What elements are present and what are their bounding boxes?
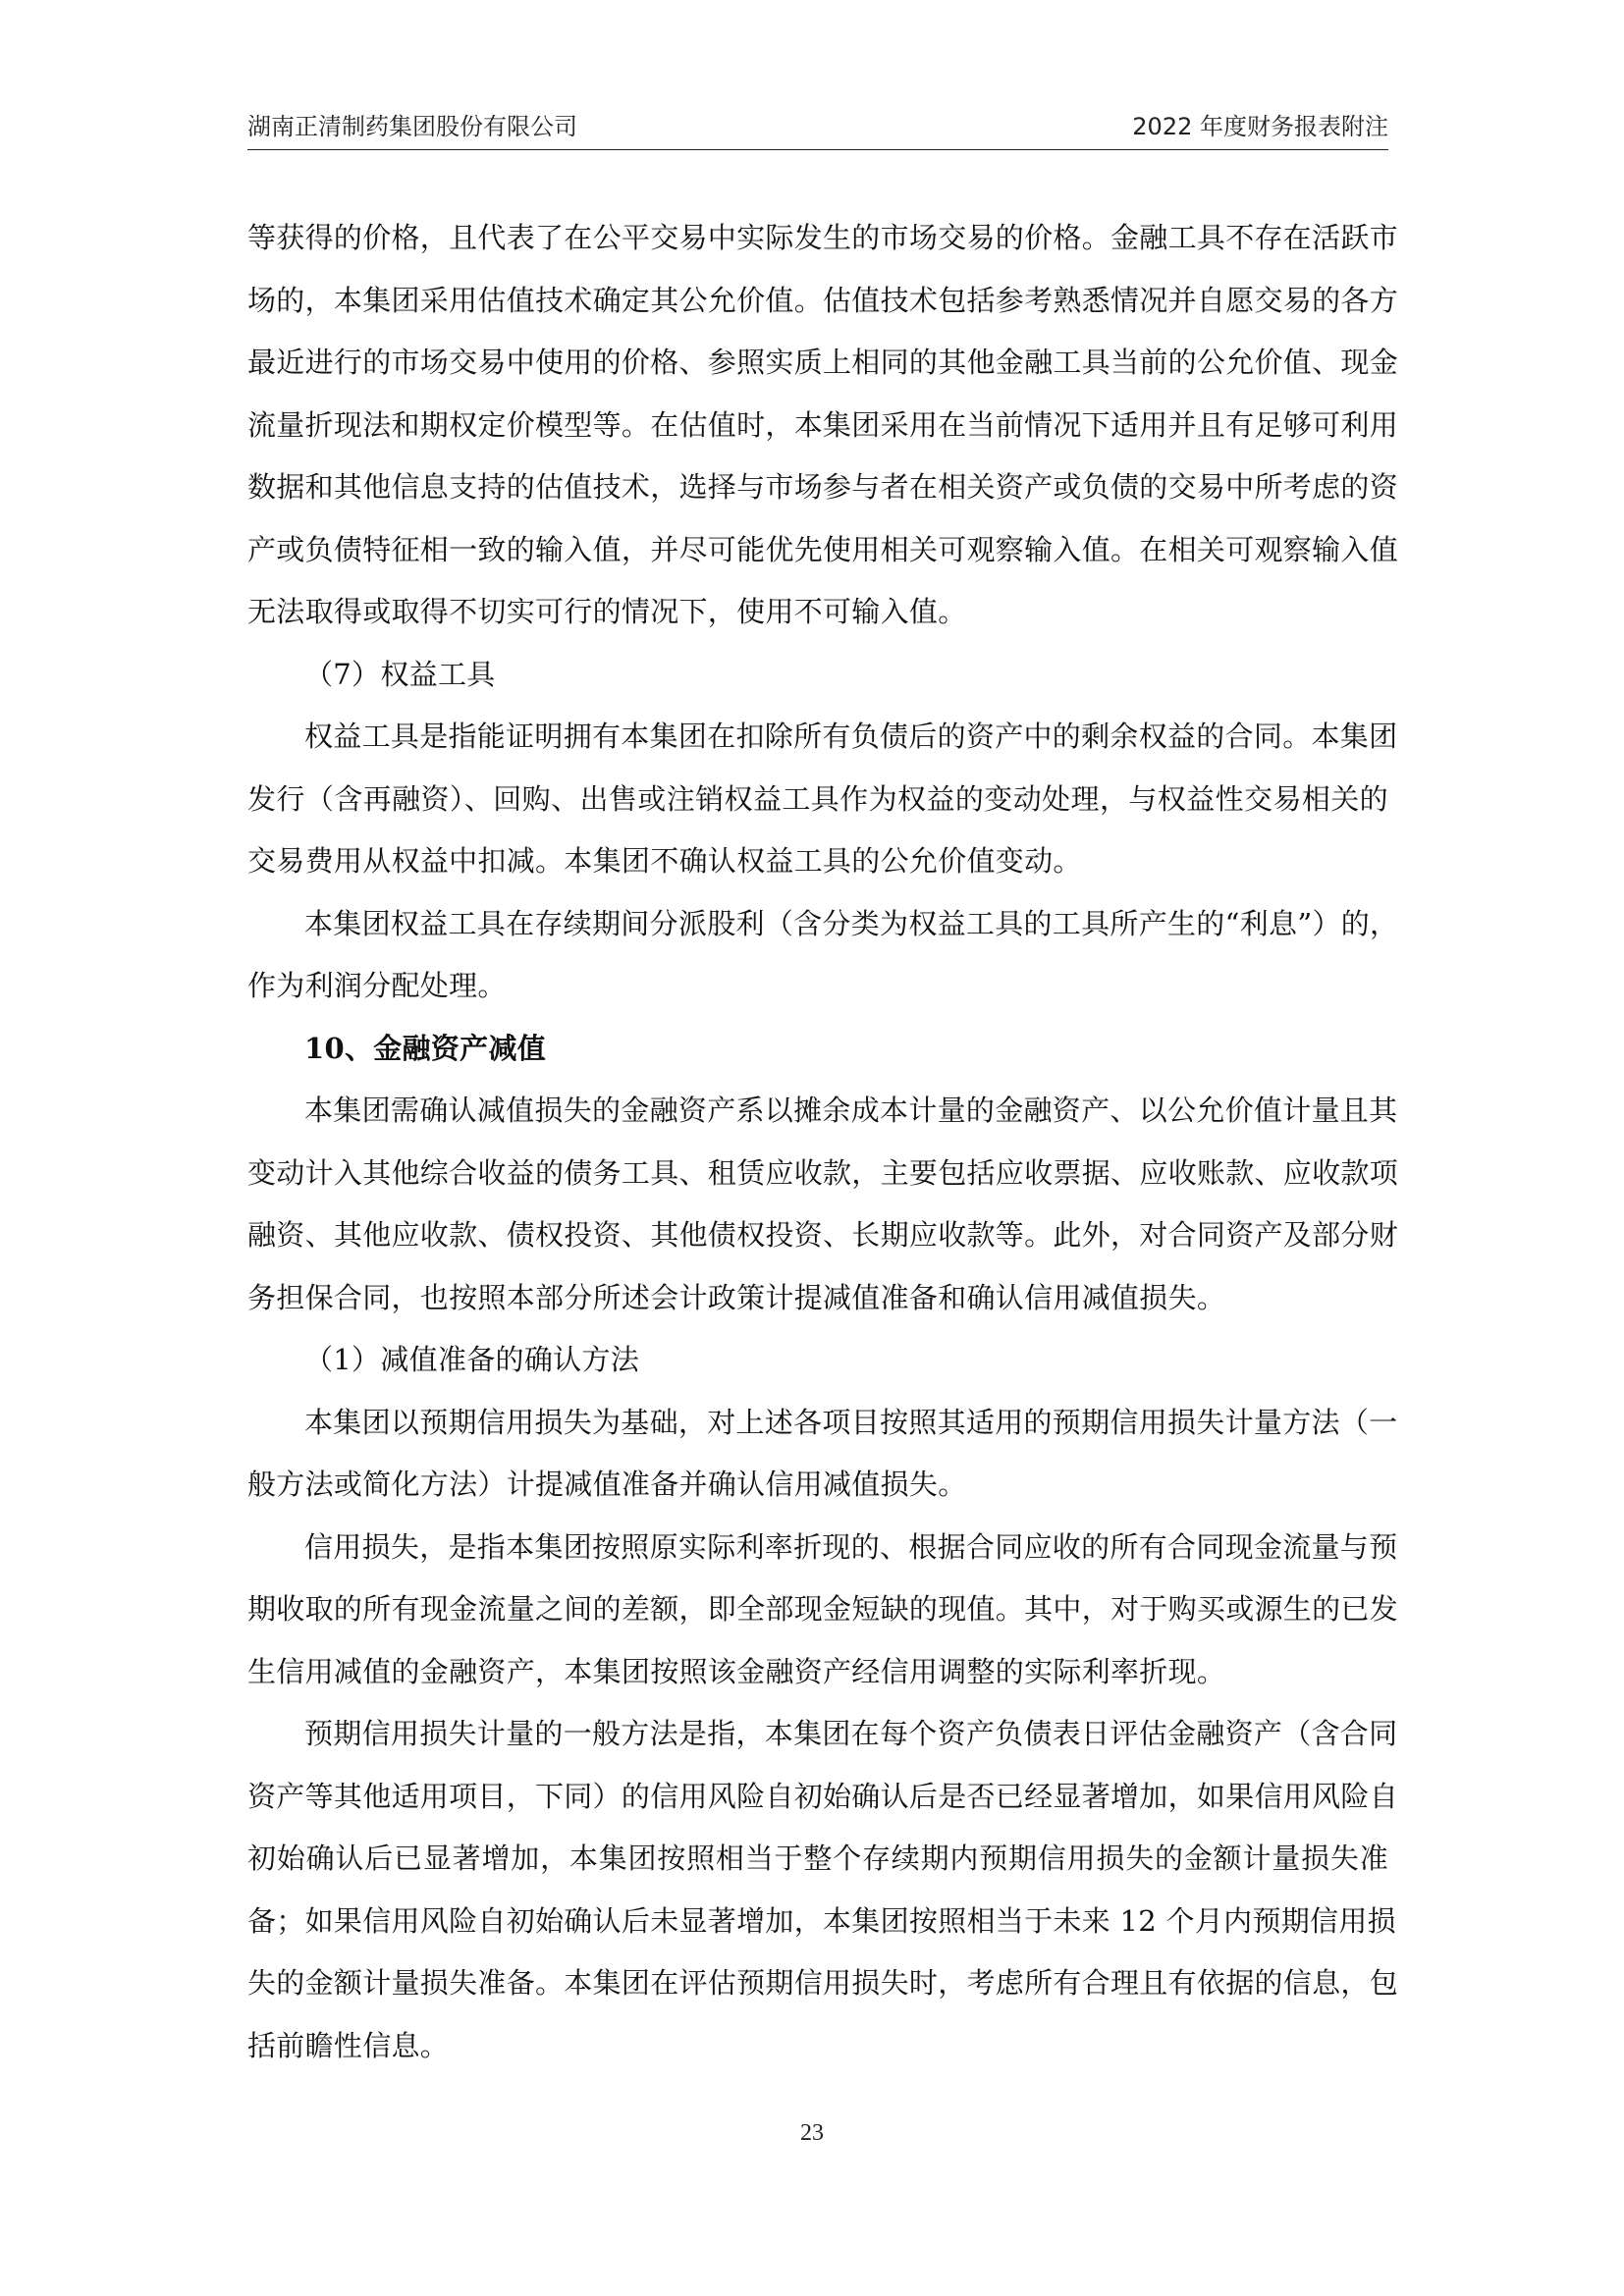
text-line: 期收取的所有现金流量之间的差额，即全部现金短缺的现值。其中，对于购买或源生的已发 xyxy=(247,1592,1399,1626)
text-line: 预期信用损失计量的一般方法是指，本集团在每个资产负债表日评估金融资产（含合同 xyxy=(304,1717,1398,1750)
company-name: 湖南正清制药集团股份有限公司 xyxy=(247,113,577,140)
text-line: 备；如果信用风险自初始确认后未显著增加，本集团按照相当于未来 12 个月内预期信用损 xyxy=(247,1903,1396,1938)
body-text xyxy=(247,218,1399,2088)
text-line: 数据和其他信息支持的估值技术，选择与市场参与者在相关资产或负债的交易中所考虑的资 xyxy=(247,470,1399,504)
text-line: 无法取得或取得不切实可行的情况下，使用不可输入值。 xyxy=(247,595,967,628)
text-line: 交易费用从权益中扣减。本集团不确认权益工具的公允价值变动。 xyxy=(247,844,1082,878)
report-title: 2022 年度财务报表附注 xyxy=(1132,113,1388,140)
text-line: 生信用减值的金融资产，本集团按照该金融资产经信用调整的实际利率折现。 xyxy=(247,1654,1226,1688)
text-line: 本集团需确认减值损失的金融资产系以摊余成本计量的金融资产、以公允价值计量且其 xyxy=(304,1094,1398,1127)
text-line: 括前瞻性信息。 xyxy=(247,2028,450,2062)
text-line: 变动计入其他综合收益的债务工具、租赁应收款，主要包括应收票据、应收账款、应收款项 xyxy=(247,1155,1399,1190)
text-line: 权益工具是指能证明拥有本集团在扣除所有负债后的资产中的剩余权益的合同。本集团 xyxy=(304,720,1398,753)
text-line: 发行（含再融资）、回购、出售或注销权益工具作为权益的变动处理，与权益性交易相关的 xyxy=(247,781,1388,816)
text-line: 本集团以预期信用损失为基础，对上述各项目按照其适用的预期信用损失计量方法（一 xyxy=(304,1405,1398,1439)
text-line: 资产等其他适用项目，下同）的信用风险自初始确认后是否已经显著增加，如果信用风险自 xyxy=(247,1779,1399,1813)
text-line: 信用损失，是指本集团按照原实际利率折现的、根据合同应收的所有合同现金流量与预 xyxy=(304,1529,1398,1564)
text-line: 失的金额计量损失准备。本集团在评估预期信用损失时，考虑所有合理且有依据的信息，包 xyxy=(247,1966,1399,2000)
text-line: 初始确认后已显著增加，本集团按照相当于整个存续期内预期信用损失的金额计量损失准 xyxy=(247,1842,1388,1875)
text-line: 般方法或简化方法）计提减值准备并确认信用减值损失。 xyxy=(247,1468,967,1501)
text-line: （1）减值准备的确认方法 xyxy=(304,1343,640,1376)
text-line: 流量折现法和期权定价模型等。在估值时，本集团采用在当前情况下适用并且有足够可利用 xyxy=(247,407,1399,442)
text-line: 融资、其他应收款、债权投资、其他债权投资、长期应收款等。此外，对合同资产及部分财 xyxy=(247,1218,1399,1252)
page-number: 23 xyxy=(800,2120,824,2146)
text-line: 产或负债特征相一致的输入值，并尽可能优先使用相关可观察输入值。在相关可观察输入值 xyxy=(247,532,1399,566)
text-line: 场的，本集团采用估值技术确定其公允价值。估值技术包括参考熟悉情况并自愿交易的各方 xyxy=(247,283,1399,317)
text-line: 作为利润分配处理。 xyxy=(247,969,507,1002)
text-line: 最近进行的市场交易中使用的价格、参照实质上相同的其他金融工具当前的公允价值、现金 xyxy=(247,346,1399,379)
text-line: 务担保合同，也按照本部分所述会计政策计提减值准备和确认信用减值损失。 xyxy=(247,1280,1226,1314)
section-heading: 10、金融资产减值 xyxy=(304,1031,547,1065)
text-line: （7）权益工具 xyxy=(304,657,496,691)
text-line: 本集团权益工具在存续期间分派股利（含分类为权益工具的工具所产生的“利息”）的， xyxy=(304,906,1399,940)
page-header xyxy=(247,106,1388,150)
text-line: 等获得的价格，且代表了在公平交易中实际发生的市场交易的价格。金融工具不存在活跃市 xyxy=(247,221,1399,254)
